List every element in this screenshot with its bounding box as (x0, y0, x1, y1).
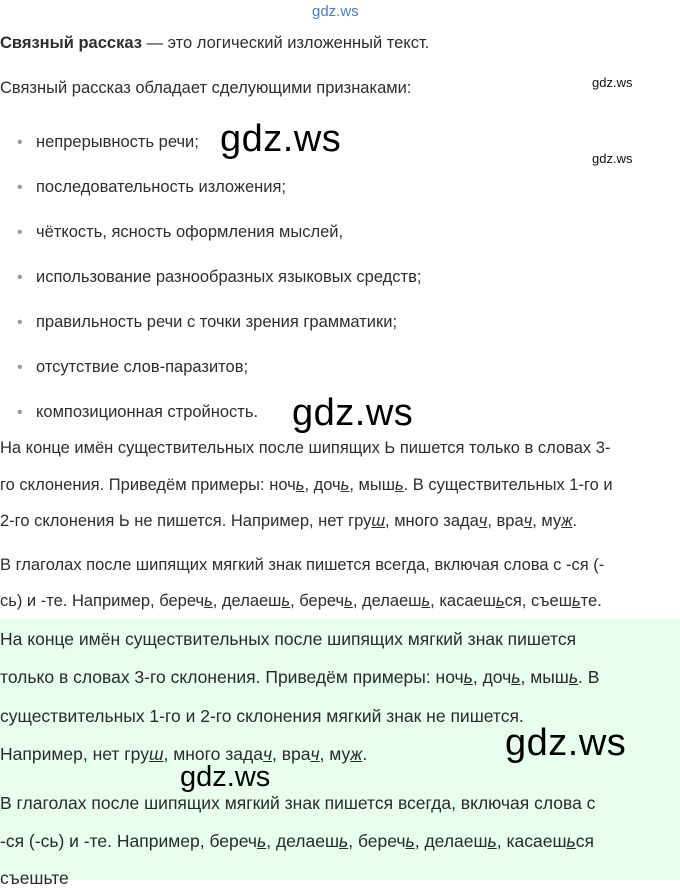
list-item: использование разнообразных языковых средств; (36, 268, 422, 286)
para1-line1: На конце имён существительных после шипящих Ь пишется только в словах 3- (0, 439, 611, 457)
hl-para1-line3: существительных 1-го и 2-го склонения мягкий знак не пишется. (0, 706, 524, 726)
watermark-big-4: gdz.ws (180, 761, 271, 793)
watermark-big-1: gdz.ws (220, 118, 342, 160)
bullet-dot: • (17, 359, 23, 376)
list-item: чёткость, ясность оформления мыслей, (36, 223, 344, 241)
hl-para2-line3: съешьте (0, 868, 69, 888)
list-item: правильность речи с точки зрения грамматики; (36, 313, 398, 331)
list-item: последовательность изложения; (36, 178, 286, 196)
watermark-top: gdz.ws (312, 3, 359, 20)
list-item: отсутствие слов-паразитов; (36, 358, 249, 376)
definition-text: — это логический изложенный текст. (141, 34, 430, 52)
para1-line3: 2-го склонения Ь не пишется. Например, нет груш, много задач, врач, муж. (0, 512, 578, 530)
bullet-dot: • (17, 269, 23, 286)
watermark-right-2: gdz.ws (592, 151, 633, 166)
hl-para1-line4: Например, нет груш, много задач, врач, муж. (0, 744, 368, 764)
definition-term: Связный рассказ (0, 34, 142, 52)
list-item: композиционная стройность. (36, 403, 259, 421)
hl-para1-line2: только в словах 3-го склонения. Приведём примеры: ночь, дочь, мышь. В (0, 667, 600, 687)
para2-line2: сь) и -те. Например, беречь, делаешь, беречь, делаешь, касаешься, съешьте. (0, 592, 602, 610)
hl-para2-line1: В глаголах после шипящих мягкий знак пишется всегда, включая слова с (0, 793, 596, 813)
bullet-dot: • (17, 134, 23, 151)
bullet-dot: • (17, 404, 23, 421)
watermark-big-3: gdz.ws (505, 722, 627, 764)
list-item: непрерывность речи; (36, 133, 199, 151)
hl-para2-line2: -ся (-сь) и -те. Например, беречь, делаешь, беречь, делаешь, касаешься (0, 831, 594, 851)
para1-line2: го склонения. Приведём примеры: ночь, дочь, мышь. В существительных 1-го и (0, 476, 613, 494)
bullet-dot: • (17, 179, 23, 196)
para2-line1: В глаголах после шипящих мягкий знак пишется всегда, включая слова с -ся (- (0, 556, 605, 574)
watermark-big-2: gdz.ws (292, 392, 414, 434)
watermark-right-1: gdz.ws (592, 75, 633, 90)
hl-para1-line1: На конце имён существительных после шипящих мягкий знак пишется (0, 629, 577, 649)
bullet-dot: • (17, 314, 23, 331)
bullet-dot: • (17, 224, 23, 241)
definition-line (0, 34, 429, 53)
intro-line: Связный рассказ обладает сделующими признаками: (0, 79, 412, 97)
